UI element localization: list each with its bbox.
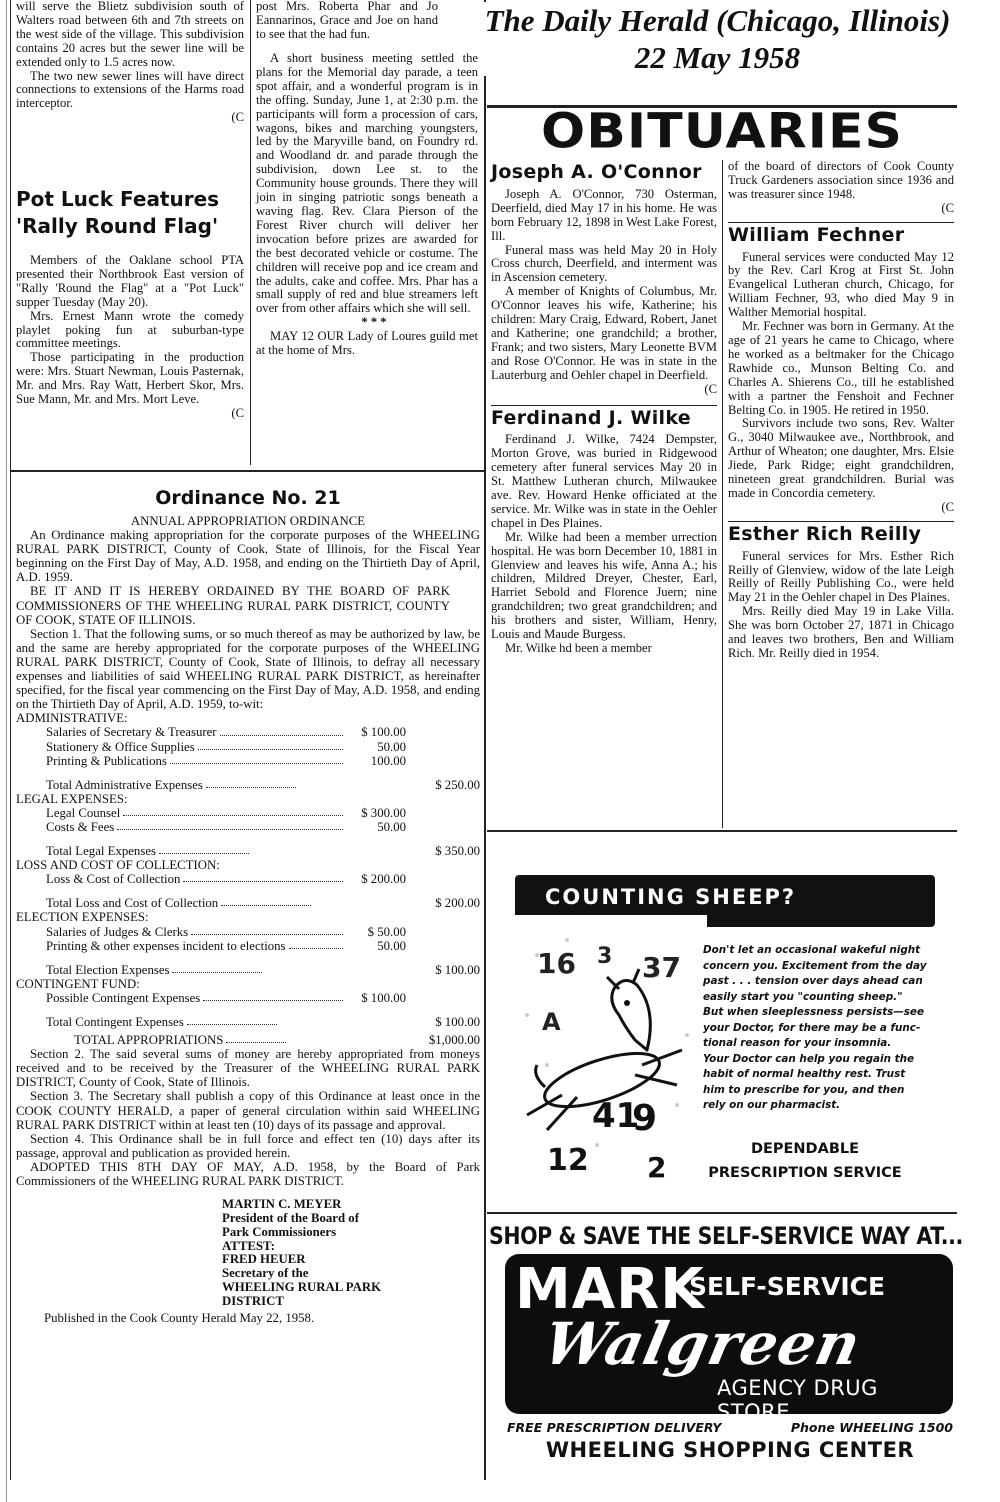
ordinance-be-it: BE IT AND IT IS HEREBY ORDAINED BY THE BOARD OF PARK COMMISSIONERS OF THE WHEELING RURAL PARK DISTRICT, COUNTY OF COOK, STATE OF ILLINOIS. [16, 584, 450, 627]
paper-date: 22 May 1958 [634, 40, 801, 75]
signature-line: MARTIN C. MEYER [222, 1197, 342, 1212]
parade-paragraph: A short business meeting settled the plans for the Memorial day parade, a teen spot affair, and a wonderful program is in the offing. Sunday, June 1, at 2:30 p.m. the participants will form a procession of cars, wagons, bikes and marching youngsters, led by the Maryville band, on Foundry rd. and Woodland dr. and parade through the subdivision, down Lee st. to the Community house grounds. There they will join in singing patriotic songs beneath a waving flag. Rev. Clara Pierson of the Forest River church will deliver her invocation before prizes are awarded for the best decorated vehicle or costume. The children will receive pop and ice cream and the adults, cake and coffee. Mrs. Phar has a small supply of red and blue streamers left over from other affairs which she will sell. [256, 51, 478, 316]
ordinance-section-4: Section 4. This Ordinance shall be in full force and effect ten (10) days after its passage, approval and publication as provided herein. [16, 1131, 480, 1160]
appropriation-table [16, 711, 480, 1029]
item-amount: 100.00 [370, 753, 406, 768]
total-value: $ 100.00 [435, 962, 480, 977]
item-amount: 50.00 [377, 938, 406, 953]
leader-dots [191, 925, 343, 935]
appropriation-total [16, 844, 480, 858]
column-rule-3 [484, 0, 486, 1480]
ad-body-line: rely on our pharmacist. [703, 1099, 841, 1111]
signature-line: Park Commissioners [222, 1224, 337, 1239]
headline-line-2: 'Rally Round Flag' [16, 214, 219, 238]
column-rule-4 [722, 160, 723, 828]
end-mark: (C [941, 200, 954, 215]
obit-column-a [491, 160, 717, 656]
phone-number: Phone WHEELING 1500 [790, 1420, 953, 1435]
potluck-article [16, 186, 244, 421]
obit-name-wilke: Ferdinand J. Wilke [491, 406, 691, 429]
ad-body-line: him to prescribe for you, and then [703, 1083, 905, 1096]
obit-paragraph: Mrs. Reilly died May 19 in Lake Villa. She was born October 27, 1871 in Chicago and leaves two brothers, Ben and William Rich. Mr. Reilly died in 1954. [728, 604, 954, 660]
counting-sheep-ad [505, 855, 945, 1200]
ordinance-section-1: Section 1. That the following sums, or so much thereof as may be authorized by law, be and the same are hereby appropriated for the corporate purposes of the WHEELING RURAL PARK DISTRICT, County of Cook, State of Illinois, to defray all necessary expenses and liabilities of said WHEELING RURAL PARK DISTRICT, as hereinafter specified, for the fiscal year commencing on the First Day of May, A.D. 1958, and ending on the Thirtieth Day of April, A.D. 1959, to-wit: [16, 626, 480, 712]
leader-dots [170, 754, 343, 764]
leader-dots [159, 844, 249, 854]
self-service-label: SELF-SERVICE [689, 1272, 886, 1301]
walgreen-banner [505, 1254, 953, 1424]
spacer [252, 844, 410, 858]
total-label: Total Loss and Cost of Collection [46, 896, 219, 911]
ad-body [703, 943, 943, 1114]
sheep-number: 3 [597, 944, 613, 969]
appropriation-item [16, 806, 480, 820]
leader-dots [172, 963, 262, 973]
total-label: Total Administrative Expenses [46, 777, 203, 792]
item-amount: $ 100.00 [361, 725, 406, 740]
item-label: Loss & Cost of Collection [46, 872, 181, 887]
appropriation-heading: ELECTION EXPENSES: [16, 910, 149, 925]
left-edge-letters [0, 0, 7, 1502]
obit-paragraph: A member of Knights of Columbus, Mr. O'Connor leaves his wife, Katherine; his children: Mary Craig, Edward, Robert, Janet and Katherine; one grandchild; a brother, Frank; and two sisters, Mary Leonette BVM and Rose O'Connor. He was in state in the Lauterburg and Oehler chapel in Deerfield. [491, 284, 717, 382]
ad-body-line: habit of normal healthy rest. Trust [703, 1068, 906, 1080]
leader-dots [123, 806, 343, 816]
item-amount: $ 100.00 [361, 990, 406, 1005]
ad-body-line: But when sleeplessness persists—see [703, 1006, 925, 1018]
end-mark: (C [231, 405, 244, 420]
ordinance-title: Ordinance No. 21 [155, 487, 341, 509]
obit-paragraph: Survivors include two sons, Rev. Walter G., 3040 Milwaukee ave., Northbrook, and Arthur of Wheaton; one daughter, Mrs. Elsie Jiede, Park Ridge; eight grandchildren, nineteen great grandchildren. Burial was made in Concordia cemetery. [728, 416, 954, 500]
item-amount: $ 50.00 [367, 924, 406, 939]
headline-line-1: Pot Luck Features [16, 187, 220, 211]
end-mark: (C [941, 499, 954, 514]
signature-line: WHEELING RURAL PARK [222, 1279, 382, 1294]
grand-total-value: $1,000.00 [428, 1033, 480, 1048]
ad-body-line: your Doctor, for there may be a func- [703, 1021, 921, 1034]
signature-line: Secretary of the [222, 1266, 309, 1281]
total-value: $ 100.00 [435, 1015, 480, 1029]
publication-note: Published in the Cook County Herald May 22, 1958. [44, 1310, 315, 1325]
memorial-parade-body [256, 52, 478, 358]
leader-dots [206, 778, 296, 788]
spacer [299, 778, 410, 792]
ad-footer-line-2: WHEELING SHOPPING CENTER [545, 1438, 915, 1462]
ad-divider-rule [487, 1212, 957, 1214]
end-mark: (C [704, 381, 717, 396]
ad-body-line: easily start you "counting sheep." [703, 990, 903, 1003]
appropriation-item [16, 820, 480, 834]
item-label: Printing & other expenses incident to elections [46, 938, 286, 953]
item-label: Possible Contingent Expenses [46, 990, 201, 1005]
sewer-article [16, 0, 244, 125]
leader-dots [183, 872, 343, 882]
total-value: $ 200.00 [435, 896, 480, 911]
item-amount: $ 200.00 [361, 872, 406, 887]
ad-top-rule [487, 830, 957, 832]
free-delivery: FREE PRESCRIPTION DELIVERY [507, 1420, 722, 1435]
obit-name-oconnor: Joseph A. O'Connor [491, 161, 702, 183]
appropriation-total [16, 1015, 480, 1029]
memorial-parade-article [256, 0, 438, 42]
signature-line: President of the Board of [222, 1210, 359, 1225]
appropriation-item [16, 925, 480, 939]
leader-dots [203, 991, 343, 1001]
item-label: Printing & Publications [46, 753, 167, 768]
item-amount: $ 300.00 [361, 805, 406, 820]
potluck-paragraph: Those participating in the production were: Mrs. Stuart Newman, Louis Pasternak, Mr. and Mrs. Ray Watt, Herbert Skor, Mrs. Sue Mann, Mr. and Mrs. Mort Leve. [16, 350, 244, 407]
spacer [265, 963, 410, 977]
ad-headline: COUNTING SHEEP? [545, 885, 797, 909]
leader-dots [198, 740, 343, 750]
total-value: $ 350.00 [435, 844, 480, 859]
grand-total-label: TOTAL APPROPRIATIONS [74, 1033, 224, 1048]
item-amount: 50.00 [377, 739, 406, 754]
leader-dots [220, 725, 343, 735]
total-label: Total Legal Expenses [46, 844, 156, 859]
sheep-number: 37 [642, 951, 681, 984]
appropriation-heading: ADMINISTRATIVE: [16, 711, 128, 726]
leader-dots [289, 939, 343, 949]
signature-block [222, 1198, 480, 1308]
appropriation-item [16, 740, 480, 754]
tagline-line-1: DEPENDABLE [750, 1141, 860, 1157]
parade-lead: post Mrs. Roberta Phar and Jo Eannarinos, Grace and Joe on hand to see that the had fun. [256, 0, 438, 41]
potluck-paragraph: Mrs. Ernest Mann wrote the comedy playlet poking fun at suburban-type committee meetings. [16, 308, 244, 351]
sheep-number: 2 [647, 1151, 667, 1184]
paper-name: The Daily Herald (Chicago, Illinois) [484, 3, 951, 38]
obit-name-reilly: Esther Rich Reilly [728, 522, 922, 545]
potluck-headline [16, 186, 244, 240]
guild-paragraph: MAY 12 OUR Lady of Loures guild met at the home of Mrs. [256, 329, 478, 358]
obit-paragraph: Ferdinand J. Wilke, 7424 Dempster, Morton Grove, was buried in Ridgewood cemetery after funeral services May 20 in St. Matthew Lutheran church, Milwaukee ave. Rev. Howard Henke officiated at the service. Mr. Wilke was in state in the Oehler chapel in Des Plaines. [491, 432, 717, 530]
sheep-illustration [507, 915, 707, 1185]
sheep-number: A [542, 1008, 561, 1036]
appropriation-item [16, 872, 480, 886]
ad-body-line: Don't let an occasional wakeful night [703, 944, 921, 956]
ad-body-line: past . . . tension over days ahead can [703, 975, 923, 987]
total-label: Total Contingent Expenses [46, 1015, 184, 1029]
obit-paragraph: Funeral mass was held May 20 in Holy Cross church, Deerfield, and interment was in Ascension cemetery. [491, 242, 717, 285]
shop-line: SHOP & SAVE THE SELF-SERVICE WAY AT... [489, 1222, 963, 1250]
item-label: Salaries of Secretary & Treasurer [46, 725, 217, 740]
column-rule-2 [250, 0, 251, 465]
leader-dots [221, 896, 311, 906]
appropriation-item [16, 939, 480, 953]
obit-name-fechner: William Fechner [728, 223, 905, 246]
appropriation-heading: LOSS AND COST OF COLLECTION: [16, 858, 220, 873]
potluck-paragraph: Members of the Oaklane school PTA presented their Northbrook East version of "Rally 'Round the Flag" at a "Pot Luck" supper Tuesday (May 20). [16, 253, 244, 309]
appropriation-total [16, 896, 480, 910]
grand-total-line [16, 1033, 480, 1047]
obit-continuation: of the board of directors of Cook County Truck Gardeners association since 1936 and was treasurer since 1948. [728, 159, 954, 201]
ordinance-subtitle: ANNUAL APPROPRIATION ORDINANCE [130, 514, 366, 528]
item-label: Salaries of Judges & Clerks [46, 924, 189, 939]
ad-body-line: tional reason for your insomnia. [703, 1037, 892, 1049]
ad-tagline [705, 1137, 905, 1185]
item-amount: 50.00 [377, 819, 406, 834]
appropriation-total [16, 778, 480, 792]
ordinance-adopted: ADOPTED THIS 8TH DAY OF MAY, A.D. 1958, by the Board of Park Commissioners of the WHEELING RURAL PARK DISTRICT. [16, 1159, 480, 1189]
obit-paragraph: Funeral services were conducted May 12 by the Rev. Carl Krog at First St. John Evangelical Lutheran church, Chicago, for William Fechner, 93, who died May 9 in Walther Memorial hospital. [728, 249, 954, 320]
appropriation-heading: LEGAL EXPENSES: [16, 791, 128, 806]
appropriation-item [16, 725, 480, 739]
item-label: Stationery & Office Supplies [46, 739, 195, 754]
sewer-paragraph: The two new sewer lines will have direct connections to extensions of the Harms road interceptor. [16, 68, 244, 111]
signature-line: FRED HEUER [222, 1252, 306, 1267]
item-label: Legal Counsel [46, 805, 121, 820]
leader-dots [226, 1033, 286, 1043]
ordinance-notice [16, 486, 480, 1325]
spacer [280, 1015, 410, 1029]
end-mark: (C [231, 110, 244, 125]
leader-dots [187, 1015, 277, 1025]
leader-dots [117, 820, 343, 830]
walgreen-ad [487, 1218, 963, 1480]
item-label: Costs & Fees [46, 819, 115, 834]
obit-paragraph: Mr. Wilke hd been a member [505, 641, 652, 655]
obit-paragraph: Mr. Wilke had been a member urrection hospital. He was born December 10, 1881 in Glenview and leaves his wife, Anna A.; his children, Mildred Dreyer, Chester, Earl, Harriet Sebold and Florence Juern; nine grandchildren; two great grandchildren; and his brothers and sister, William, Henry, Louis and Maude Burgess. [491, 529, 717, 642]
obit-column-b [728, 160, 954, 661]
appropriation-heading: CONTINGENT FUND: [16, 976, 140, 991]
section-rule-ordinance [10, 470, 484, 472]
obit-paragraph: Mr. Fechner was born in Germany. At the age of 21 years he came to Chicago, where he worked as a beltmaker for the Chicago Rawhide co., Munson Belting Co. and Charles A. Shierens Co., till he established with a partner the Fenshoit and Fechner Belting Co. in 1905. He retired in 1950. [728, 319, 954, 417]
appropriation-total [16, 963, 480, 977]
column-rule-1 [10, 0, 11, 1480]
tagline-line-2: PRESCRIPTION SERVICE [708, 1165, 902, 1181]
spacer [314, 896, 410, 910]
appropriation-item [16, 991, 480, 1005]
ordinance-section-3: Section 3. The Secretary shall publish a copy of this Ordinance at least once in the COOK COUNTY HERALD, a paper of general circulation within said WHEELING RURAL PARK DISTRICT within at least ten (10) days of its passage and approval. [16, 1089, 480, 1132]
signature-line: ATTEST: [222, 1238, 275, 1253]
separator-stars: * * * [361, 315, 387, 330]
agency-label: AGENCY DRUG STORE [717, 1376, 878, 1424]
appropriation-item [16, 754, 480, 768]
sheep-number: 12 [547, 1143, 589, 1178]
obituaries-banner: OBITUARIES [541, 104, 903, 160]
obit-paragraph: Joseph A. O'Connor, 730 Osterman, Deerfield, died May 17 in his home. He was born February 12, 1898 in West Lake Forest, Ill. [491, 186, 717, 243]
ordinance-section-2: Section 2. The said several sums of money are hereby appropriated from moneys received and to be received by the Treasurer of the WHEELING RURAL PARK DISTRICT, County of Cook, State of Illinois. [16, 1047, 480, 1090]
masthead [440, 2, 995, 76]
signature-line: DISTRICT [222, 1293, 284, 1308]
ad-footer-line-1 [507, 1420, 953, 1435]
mark-name: MARK [515, 1257, 705, 1322]
sewer-paragraph: will serve the Blietz subdivision south of Walters road between 6th and 7th streets on the west side of the village. This subdivision contains 20 acres but the sewer line will be extended only to 1.5 acres now. [16, 0, 244, 69]
ad-body-line: concern you. Excitement from the day [703, 959, 927, 972]
total-label: Total Election Expenses [46, 962, 170, 977]
sheep-number: 16 [537, 947, 576, 980]
sheep-number: 41 [592, 1096, 640, 1136]
total-value: $ 250.00 [435, 777, 480, 792]
sheep-number: 9 [632, 1098, 658, 1139]
ordinance-intro: An Ordinance making appropriation for the corporate purposes of the WHEELING RURAL PARK DISTRICT, County of Cook, State of Illinois, for the Fiscal Year beginning on the First Day of May, A.D. 1958, and ending on the Thirtieth Day of April, A.D. 1959. [16, 528, 480, 585]
walgreen-script-logo: Walgreen [537, 1310, 868, 1378]
obit-paragraph: Funeral services for Mrs. Esther Rich Reilly of Glenview, widow of the late Leigh Reilly of Reilly Publishing Co., were held May 21 in the Oehler chapel in Des Plaines. [728, 548, 954, 605]
ad-body-line: Your Doctor can help you regain the [703, 1052, 915, 1065]
